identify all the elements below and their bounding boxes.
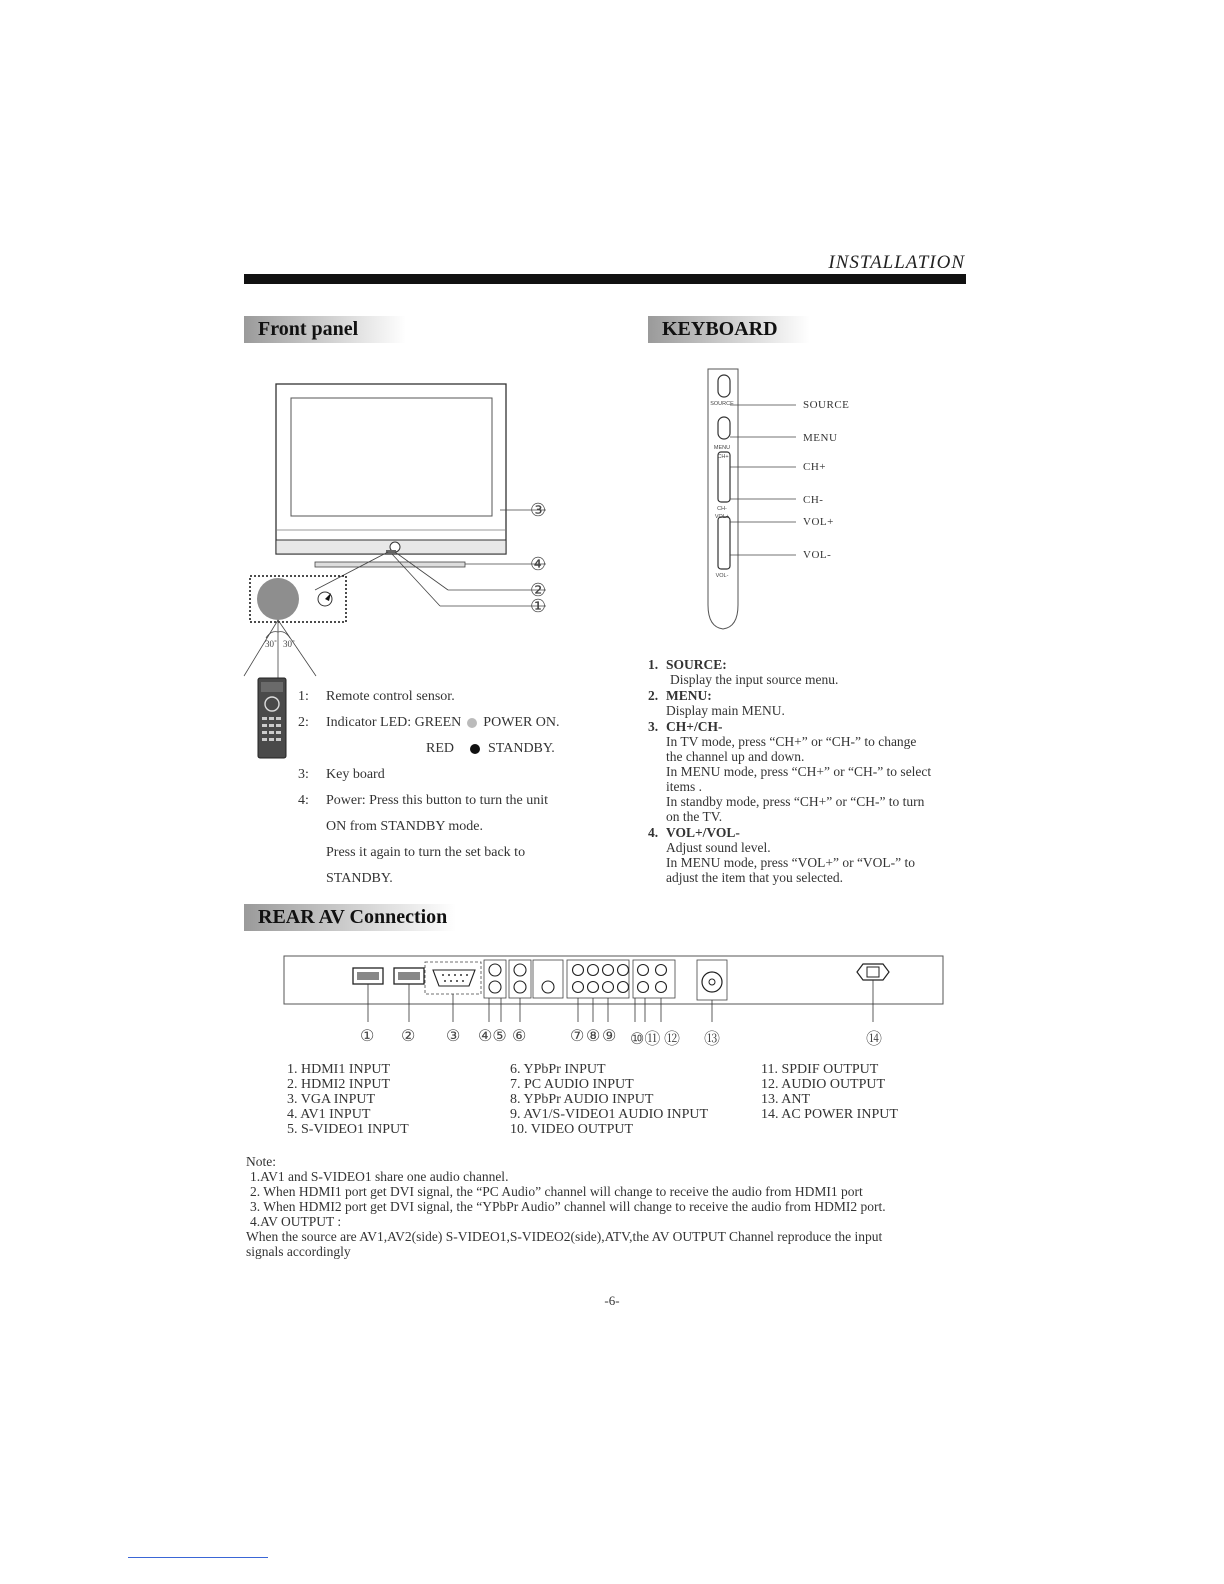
power-on-label: POWER ON. (483, 715, 560, 730)
side-label-ch-plus: CH+ (803, 461, 826, 473)
item-number: 3: (298, 767, 309, 782)
rear-callout-13: ⑬ (704, 1031, 721, 1048)
rear-callout-8: ⑧ (586, 1028, 601, 1045)
rear-callout-10-11: ⑩⑪ (630, 1031, 661, 1048)
item-text: Indicator LED: GREEN (326, 715, 462, 730)
list-item: 1. HDMI1 INPUT (287, 1062, 391, 1077)
button-label-ch-plus: CH+ (717, 454, 729, 460)
note-title: Note: (246, 1154, 276, 1169)
rear-callout-2: ② (401, 1028, 416, 1045)
side-label-vol-minus: VOL- (803, 549, 832, 561)
item-number: 2: (298, 715, 309, 730)
list-item: 2. HDMI2 INPUT (287, 1077, 391, 1092)
item-desc: Adjust sound level. (666, 840, 771, 855)
rear-panel-diagram (283, 952, 945, 1022)
green-led-dot (467, 718, 477, 728)
note-line: 4.AV OUTPUT : (250, 1214, 342, 1229)
front-panel-heading: Front panel (244, 316, 406, 343)
item-desc: adjust the item that you selected. (666, 870, 843, 885)
button-label-ch-minus: CH- (717, 506, 727, 512)
remote-control-icon (257, 677, 287, 759)
note-block (246, 1154, 986, 1259)
list-item: 13. ANT (761, 1092, 810, 1107)
list-item: 5. S-VIDEO1 INPUT (287, 1122, 409, 1137)
standby-label: STANDBY. (488, 741, 555, 756)
item-desc: on the TV. (666, 809, 723, 824)
list-item (648, 657, 978, 672)
page-number: -6- (604, 1293, 620, 1308)
rear-callout-9: ⑨ (602, 1028, 617, 1045)
list-item: 4. AV1 INPUT (287, 1107, 371, 1122)
item-continuation: STANDBY. (326, 871, 393, 886)
callout-3: ③ (530, 500, 547, 520)
callout-4: ④ (530, 554, 547, 574)
list-item (648, 688, 978, 703)
list-item: 14. AC POWER INPUT (761, 1107, 898, 1122)
item-number: 1: (298, 689, 309, 704)
list-item (298, 788, 618, 814)
rear-callout-12: ⑫ (664, 1031, 681, 1048)
rear-callout-3: ③ (446, 1028, 461, 1045)
note-line: 3. When HDMI2 port get DVI signal, the “YPbPr Audio” channel will change to receive the audio from HDMI2 port. (250, 1199, 886, 1214)
side-label-menu: MENU (803, 432, 838, 444)
list-item (298, 762, 618, 788)
item-desc: In standby mode, press “CH+” or “CH-” to turn (666, 794, 925, 809)
item-text: Key board (326, 767, 385, 782)
rear-callout-4-5: ④⑤ (478, 1028, 507, 1045)
port-list-col1 (287, 1062, 497, 1137)
list-item: 7. PC AUDIO INPUT (510, 1077, 634, 1092)
side-label-source: SOURCE (803, 399, 850, 411)
red-led-dot (470, 744, 480, 754)
callout-1: ① (530, 596, 547, 616)
button-label-menu: MENU (713, 445, 731, 451)
item-desc: In MENU mode, press “CH+” or “CH-” to select (666, 764, 932, 779)
button-label-vol-plus: VOL+ (714, 514, 730, 520)
item-text: Remote control sensor. (326, 689, 455, 704)
item-continuation: Press it again to turn the set back to (326, 845, 526, 860)
list-item (648, 825, 978, 840)
item-number: 3. (648, 719, 659, 734)
rear-callout-6: ⑥ (512, 1028, 527, 1045)
keyboard-diagram (700, 365, 810, 635)
red-led-label: RED (426, 741, 454, 756)
list-item (648, 719, 978, 734)
list-item: 9. AV1/S-VIDEO1 AUDIO INPUT (510, 1107, 709, 1122)
header-rule (244, 274, 966, 284)
item-number: 1. (648, 657, 659, 672)
list-item (298, 684, 618, 710)
button-label-source: SOURCE (710, 401, 734, 407)
callout-2: ② (530, 580, 547, 600)
item-number: 4: (298, 793, 309, 808)
list-item (298, 710, 618, 736)
rear-callout-14: ⑭ (866, 1031, 883, 1048)
angle-label-right: 30˚ (283, 639, 295, 649)
item-desc: items . (666, 779, 702, 794)
rear-heading: REAR AV Connection (244, 904, 456, 931)
list-item: 6. YPbPr INPUT (510, 1062, 606, 1077)
list-item: 8. YPbPr AUDIO INPUT (510, 1092, 654, 1107)
list-item (298, 736, 618, 762)
item-desc: In MENU mode, press “VOL+” or “VOL-” to (666, 855, 916, 870)
list-item: 11. SPDIF OUTPUT (761, 1062, 879, 1077)
note-line: 2. When HDMI1 port get DVI signal, the “PC Audio” channel will change to receive the audio from HDMI1 port (250, 1184, 863, 1199)
port-list-col2 (510, 1062, 750, 1137)
item-title: MENU: (666, 688, 712, 703)
item-continuation: ON from STANDBY mode. (326, 819, 484, 834)
item-number: 2. (648, 688, 659, 703)
list-item: 12. AUDIO OUTPUT (761, 1077, 886, 1092)
item-title: SOURCE: (666, 657, 727, 672)
item-desc: the channel up and down. (666, 749, 805, 764)
keyboard-list (648, 656, 978, 885)
footer-rule (128, 1557, 268, 1558)
item-title: CH+/CH- (666, 719, 723, 734)
angle-label-left: 30˚ (265, 639, 277, 649)
page-section-title: INSTALLATION (828, 252, 965, 273)
item-desc: Display the input source menu. (670, 672, 839, 687)
list-item: 10. VIDEO OUTPUT (510, 1122, 634, 1137)
side-label-vol-plus: VOL+ (803, 516, 834, 528)
button-label-vol-minus: VOL- (715, 573, 729, 579)
side-label-ch-minus: CH- (803, 494, 824, 506)
note-line: signals accordingly (246, 1244, 351, 1259)
item-number: 4. (648, 825, 659, 840)
item-desc: In TV mode, press “CH+” or “CH-” to change (666, 734, 917, 749)
rear-callout-1: ① (360, 1028, 375, 1045)
item-desc: Display main MENU. (666, 703, 785, 718)
item-text: Power: Press this button to turn the unit (326, 793, 549, 808)
item-title: VOL+/VOL- (666, 825, 740, 840)
front-panel-list (298, 684, 618, 892)
list-item: 3. VGA INPUT (287, 1092, 376, 1107)
note-line: 1.AV1 and S-VIDEO1 share one audio channel. (250, 1169, 509, 1184)
rear-callout-7: ⑦ (570, 1028, 585, 1045)
port-list-col3 (761, 1062, 961, 1122)
note-line: When the source are AV1,AV2(side) S-VIDEO1,S-VIDEO2(side),ATV,the AV OUTPUT Channel reproduce the input (246, 1229, 883, 1244)
keyboard-heading: KEYBOARD (648, 316, 810, 343)
